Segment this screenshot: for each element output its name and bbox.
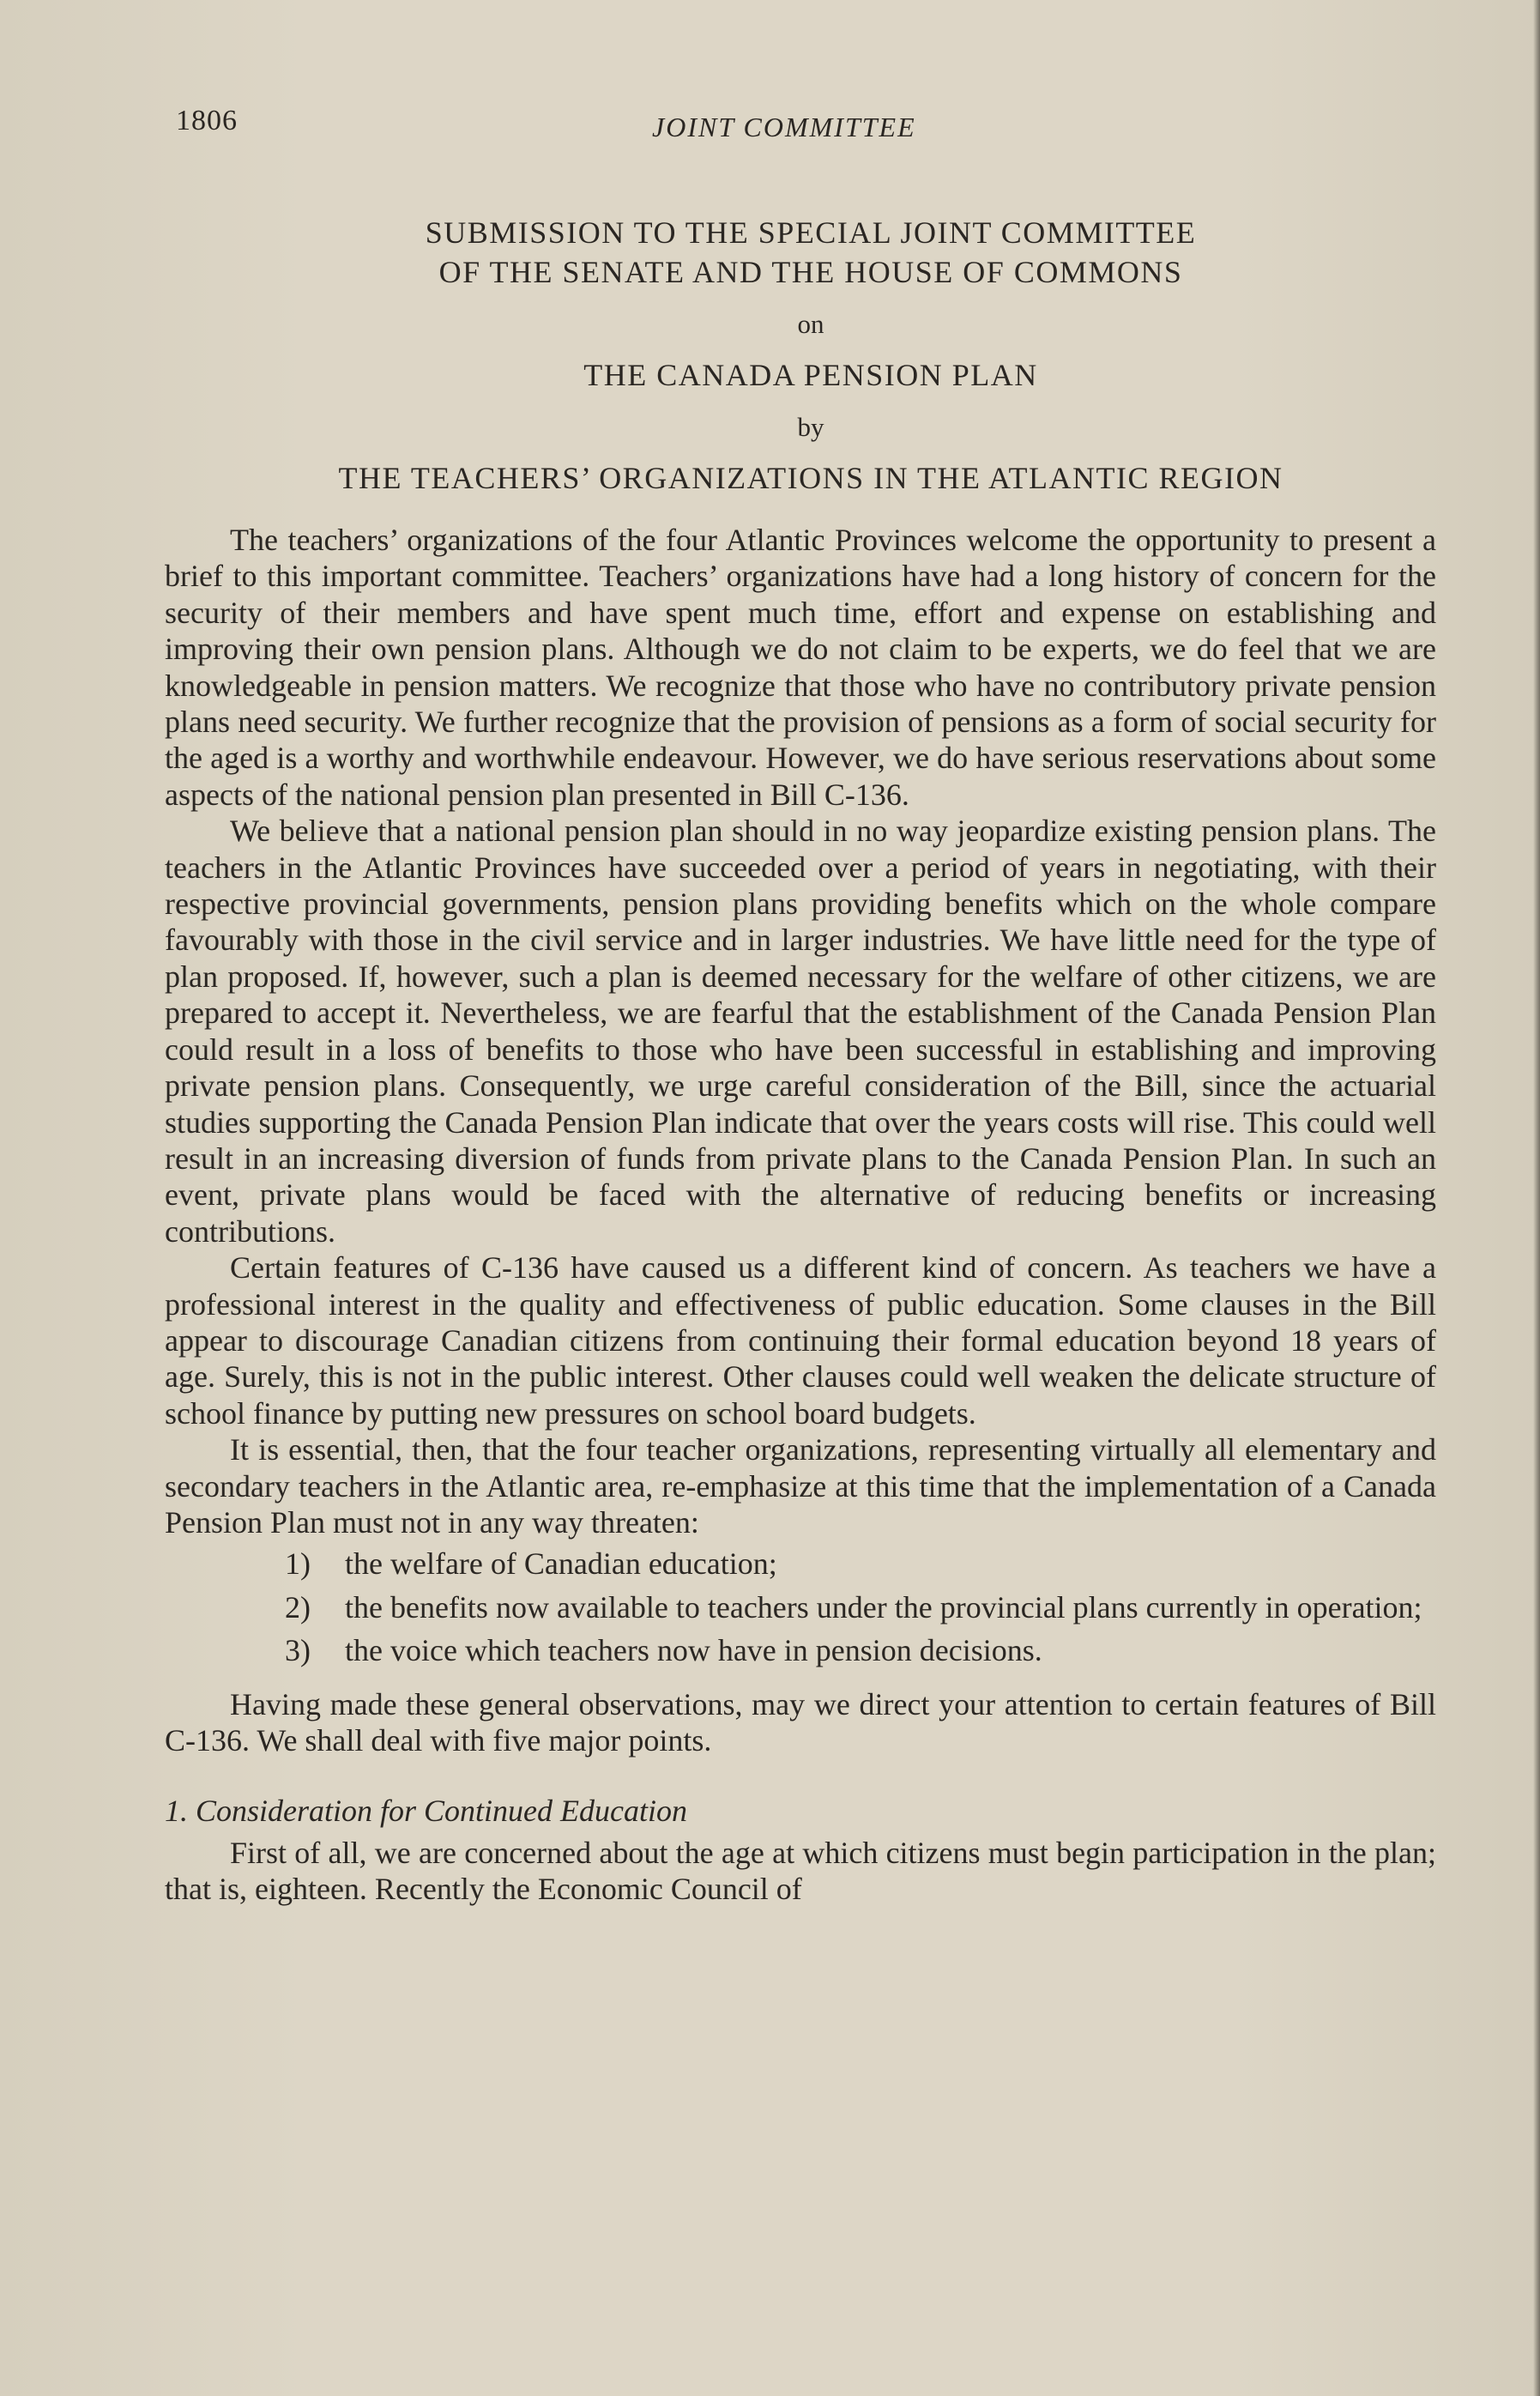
page-header [176, 105, 1437, 156]
list-item [165, 1589, 1436, 1625]
page-number: 1806 [176, 105, 238, 136]
title-line-1: SUBMISSION TO THE SPECIAL JOINT COMMITTEE [425, 215, 1197, 250]
list-item [165, 1632, 1436, 1668]
paragraph-re-emphasize: It is essential, then, that the four teacher organizations, representing virtually all elementary and secondary teachers in the Atlantic area, re-emphasize at this time that the implementation of a Canada Pension Plan must not in any way threaten: [165, 1432, 1436, 1540]
list-item-text: the benefits now available to teachers under the provincial plans currently in operation; [345, 1589, 1422, 1625]
title-line-2: OF THE SENATE AND THE HOUSE OF COMMONS [438, 255, 1183, 289]
paragraph-age-concern: First of all, we are concerned about the age at which citizens must begin participation in the plan; that is, eighteen. Recently the Economic Council of [165, 1835, 1436, 1907]
list-item [165, 1546, 1436, 1582]
section-heading: 1. Consideration for Continued Education [165, 1794, 687, 1829]
running-head: JOINT COMMITTEE [652, 112, 916, 142]
body-text [165, 522, 1436, 1908]
list-item-number: 2) [285, 1589, 311, 1625]
submission-title [163, 213, 1458, 498]
paragraph-intro: The teachers’ organizations of the four Atlantic Provinces welcome the opportunity to present a brief to this important committee. Teachers’ organizations have had a long history of concern for the security of their members and have spent much time, effort and expense on establishing and improving their own pension plans. Although we do not claim to be experts, we do feel that we are knowledgeable in pension matters. We recognize that those who have no contributory private pension plans need security. We further recognize that the provision of pensions as a form of social security for the aged is a worthy and worthwhile endeavour. However, we do have serious reservations about some aspects of the national pension plan presented in Bill C-136. [165, 523, 1436, 812]
list-item-number: 1) [285, 1546, 311, 1582]
paragraph-education-concern: Certain features of C-136 have caused us a different kind of concern. As teachers we have a professional interest in the quality and effectiveness of public education. Some clauses in the Bill appear to discourage Canadian citizens from continuing their formal education beyond 18 years of age. Surely, this is not in the public interest. Other clauses could well weaken the delicate structure of school finance by putting new pressures on school board budgets. [165, 1250, 1436, 1431]
list-item-number: 3) [285, 1633, 311, 1668]
title-line-3: THE CANADA PENSION PLAN [583, 358, 1038, 392]
paragraph-observations: Having made these general observations, may we direct your attention to certain features of Bill C-136. We shall deal with five major points. [165, 1686, 1436, 1758]
title-on: on [797, 309, 824, 339]
title-line-4: THE TEACHERS’ ORGANIZATIONS IN THE ATLANTIC REGION [338, 461, 1283, 495]
threat-list [165, 1546, 1436, 1668]
paragraph-existing-plans: We believe that a national pension plan should in no way jeopardize existing pension plans. The teachers in the Atlantic Provinces have succeeded over a period of years in negotiating, with their respective provincial governments, pension plans providing benefits which on the whole compare favourably with those in the civil service and in larger industries. We have little need for the type of plan proposed. If, however, such a plan is deemed necessary for the welfare of other citizens, we are prepared to accept it. Nevertheless, we are fearful that the establishment of the Canada Pension Plan could result in a loss of benefits to those who have been successful in establishing and improving private pension plans. Consequently, we urge careful consideration of the Bill, since the actuarial studies supporting the Canada Pension Plan indicate that over the years costs will rise. This could well result in an increasing diversion of funds from private plans to the Canada Pension Plan. In such an event, private plans would be faced with the alternative of reducing benefits or increasing contributions. [165, 814, 1436, 1249]
list-item-text: the voice which teachers now have in pension decisions. [345, 1633, 1042, 1668]
list-item-text: the welfare of Canadian education; [345, 1546, 777, 1582]
title-by: by [797, 412, 824, 442]
page-edge-shadow [1533, 0, 1540, 2396]
